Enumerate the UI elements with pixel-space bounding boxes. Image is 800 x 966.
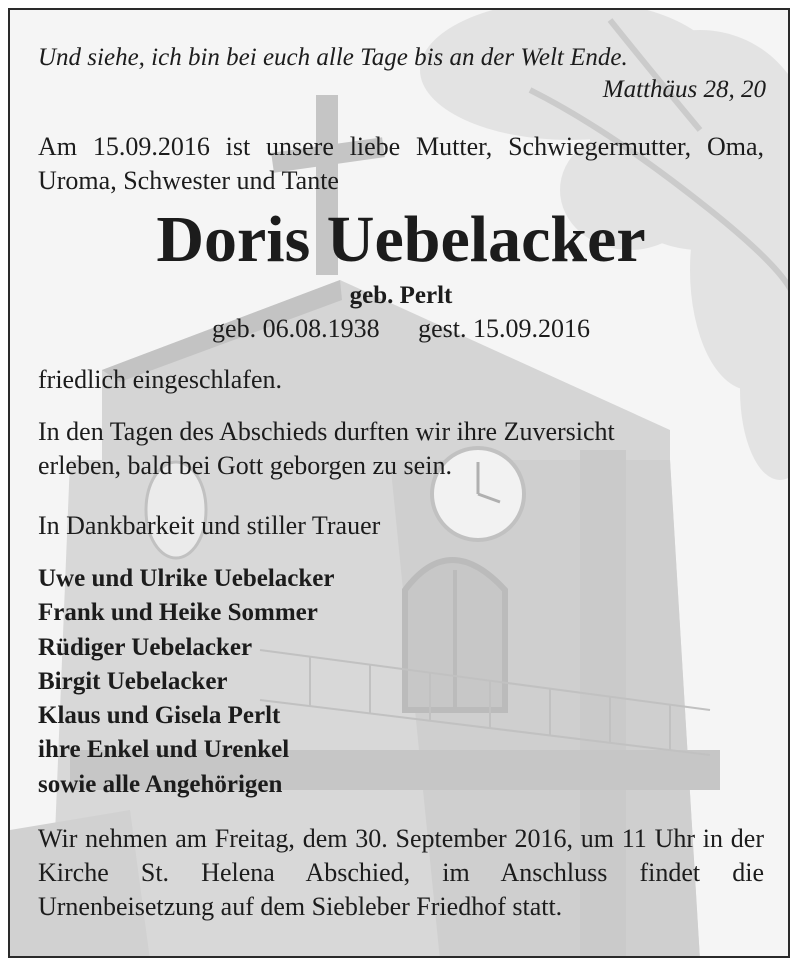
- bible-verse: Und siehe, ich bin bei euch alle Tage bis an der Welt Ende.: [38, 44, 628, 71]
- death-date: gest. 15.09.2016: [418, 314, 590, 343]
- mourner-name: Frank und Heike Sommer: [38, 599, 318, 627]
- mourner-name: ihre Enkel und Urenkel: [38, 736, 290, 764]
- mourning-intro: In Dankbarkeit und stiller Trauer: [38, 511, 381, 540]
- obituary-card: [8, 8, 790, 958]
- tribute-text: In den Tagen des Abschieds durften wir ihre Zuversicht erleben, bald bei Gott geborgen zu sein.: [38, 417, 615, 480]
- funeral-notice: Wir nehmen am Freitag, dem 30. September 2016, um 11 Uhr in der Kirche St. Helena Abschied, im Anschluss findet die Urnenbeisetzung auf dem Siebleber Friedhof statt.: [38, 824, 764, 921]
- mourners-list: [38, 562, 335, 802]
- mourner-name: Uwe und Ulrike Uebelacker: [38, 565, 335, 592]
- announcement-text: Am 15.09.2016 ist unsere liebe Mutter, Schwiegermutter, Oma, Uroma, Schwester und Tante: [38, 132, 764, 195]
- status-line: friedlich eingeschlafen.: [38, 365, 282, 394]
- mourner-name: sowie alle Angehörigen: [38, 770, 283, 798]
- deceased-name: Doris Uebelacker: [156, 203, 646, 276]
- mourner-name: Klaus und Gisela Perlt: [38, 702, 281, 730]
- verse-reference: Matthäus 28, 20: [602, 76, 766, 103]
- mourner-name: Birgit Uebelacker: [38, 667, 228, 695]
- maiden-name: geb. Perlt: [349, 282, 453, 309]
- life-dates: [10, 314, 790, 344]
- mourner-name: Rüdiger Uebelacker: [38, 633, 253, 661]
- birth-date: geb. 06.08.1938: [212, 314, 380, 343]
